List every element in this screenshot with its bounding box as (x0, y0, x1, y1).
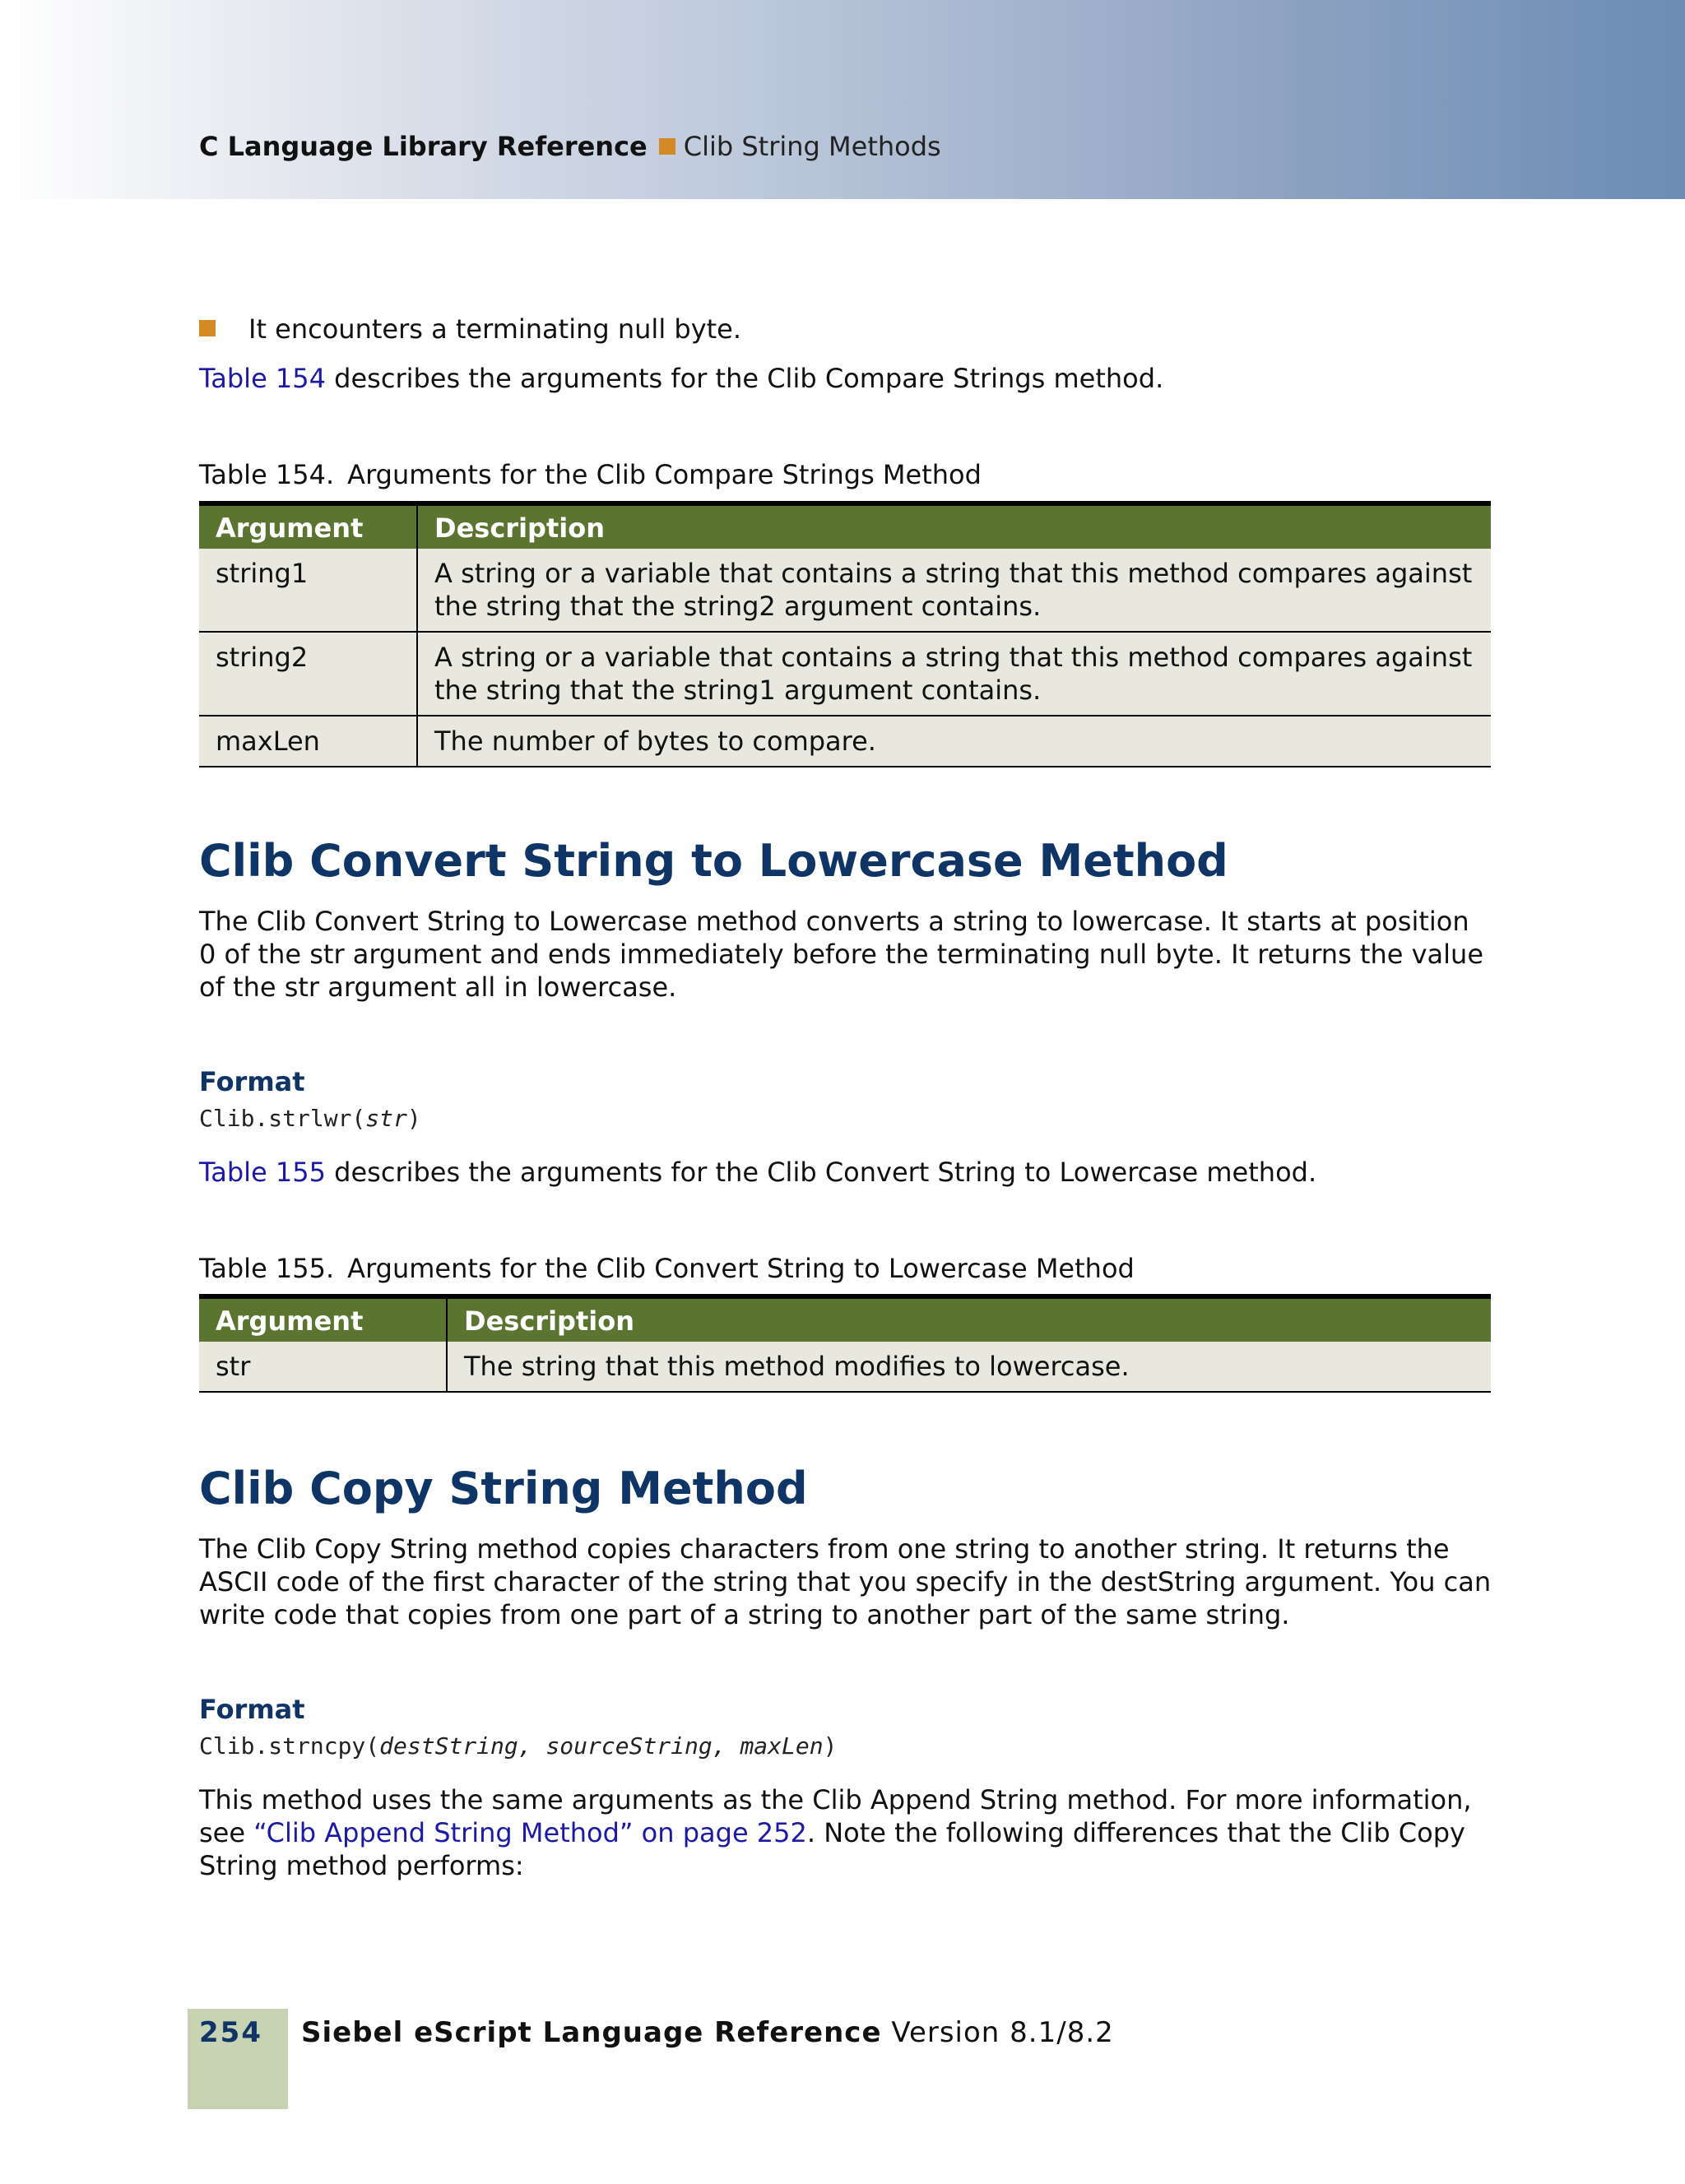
table-row (199, 1342, 1491, 1392)
table155-reference-paragraph (199, 1156, 1316, 1189)
square-bullet-icon (199, 320, 216, 336)
table-header-row (199, 503, 1491, 549)
reference-text: describes the arguments for the Clib Convert String to Lowercase method. (326, 1157, 1317, 1188)
square-bullet-icon (659, 138, 675, 155)
body-text: This method uses the same arguments as the Clib Append String method. For more information, see (199, 1784, 1472, 1848)
table154-reference-paragraph (199, 362, 1163, 395)
code-args: str (365, 1105, 407, 1132)
running-head-book-part: C Language Library Reference (199, 131, 648, 162)
table-row (199, 632, 1491, 716)
running-head-section: Clib String Methods (683, 131, 941, 162)
section-heading-lowercase: Clib Convert String to Lowercase Method (199, 835, 1228, 887)
copy-body: The Clib Copy String method copies characters from one string to another string. It returns the ASCII code of the first character of the string that you specify in the destString argument. You can write code that copies from one part of a string to another part of the same string. (199, 1533, 1492, 1630)
code-prefix: Clib.strlwr( (199, 1105, 366, 1132)
table-row (199, 549, 1491, 632)
body-text: . Note the following differences that the Clib Copy String method performs: (199, 1817, 1465, 1881)
column-header-argument: Argument (199, 1296, 447, 1342)
page-number: 254 (199, 2016, 262, 2049)
description-cell: The string that this method modifies to lowercase. (447, 1342, 1491, 1392)
footer-book-title: Siebel eScript Language Reference (301, 2016, 882, 2049)
bullet-text: It encounters a terminating null byte. (248, 313, 742, 345)
column-header-description: Description (447, 1296, 1491, 1342)
table154 (199, 501, 1491, 767)
column-header-argument: Argument (199, 503, 417, 549)
description-cell: The number of bytes to compare. (417, 716, 1491, 767)
code-format-strlwr (199, 1104, 421, 1134)
table-header-row (199, 1296, 1491, 1342)
table155-link[interactable]: Table 155 (199, 1157, 326, 1188)
copy-body-2 (199, 1783, 1492, 1882)
code-format-strncpy (199, 1732, 837, 1761)
reference-text: describes the arguments for the Clib Compare Strings method. (326, 363, 1164, 394)
format-heading: Format (199, 1694, 305, 1725)
lowercase-body: The Clib Convert String to Lowercase method converts a string to lowercase. It starts at position 0 of the str argument and ends immediately before the terminating null byte. It returns the value of the str argument all in lowercase. (199, 906, 1484, 1003)
footer-version: Version 8.1/8.2 (891, 2016, 1114, 2049)
caption-title: Arguments for the Clib Convert String to Lowercase Method (347, 1253, 1135, 1284)
code-suffix: ) (406, 1105, 421, 1132)
caption-number: Table 155. (199, 1253, 335, 1284)
argument-cell: maxLen (199, 716, 417, 767)
table155-caption (199, 1252, 1135, 1285)
column-header-description: Description (417, 503, 1491, 549)
table154-link[interactable]: Table 154 (199, 363, 326, 394)
argument-cell: str (199, 1342, 447, 1392)
table154-caption (199, 458, 982, 491)
running-head (199, 130, 941, 163)
bullet-item (199, 313, 741, 345)
argument-cell: string2 (199, 632, 417, 716)
argument-cell: string1 (199, 549, 417, 632)
description-cell: A string or a variable that contains a string that this method compares against the string that the string1 argument contains. (417, 632, 1491, 716)
append-string-method-link[interactable]: “Clib Append String Method” on page 252 (253, 1817, 807, 1848)
caption-title: Arguments for the Clib Compare Strings Method (347, 459, 982, 490)
header-band (0, 0, 1685, 199)
format-heading: Format (199, 1066, 305, 1097)
table155 (199, 1294, 1491, 1393)
table-row (199, 716, 1491, 767)
code-suffix: ) (823, 1732, 838, 1760)
section-heading-copy: Clib Copy String Method (199, 1463, 808, 1514)
description-cell: A string or a variable that contains a string that this method compares against the string that the string2 argument contains. (417, 549, 1491, 632)
caption-number: Table 154. (199, 459, 335, 490)
code-args: destString, sourceString, maxLen (379, 1732, 824, 1760)
footer-title (301, 2015, 1114, 2050)
code-prefix: Clib.strncpy( (199, 1732, 380, 1760)
